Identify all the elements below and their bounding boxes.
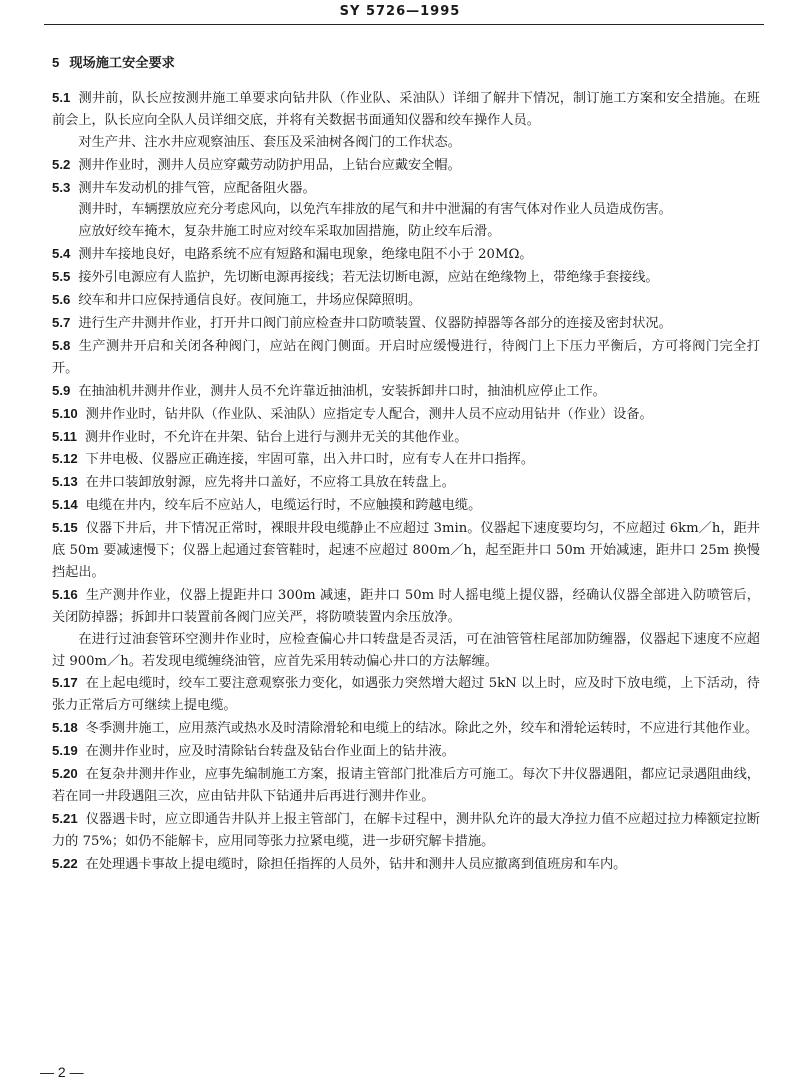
clause-number: 5.19 [52,743,78,759]
clause-text: 仪器下井后，井下情况正常时，裸眼井段电缆静止不应超过 3min。仪器起下速度要均匀，不应超过 6km／h，距井底 50m 要减速慢下；仪器上起通过套管鞋时，起速不应超过 800m／h，起至距井口 50m 开始减速，距井口 25m 换慢挡起出。 [52,521,760,580]
clause [52,448,760,471]
clause [52,471,760,494]
clause-text: 仪器遇卡时，应立即通告井队并上报主管部门，在解卡过程中，测井队允许的最大净拉力值不应超过拉力棒额定拉断力的 75%；如仍不能解卡，应用同等张力拉紧电缆，进一步研究解卡措施。 [52,811,760,849]
clause-number: 5.7 [52,314,71,330]
clause-text: 生产测井开启和关闭各种阀门，应站在阀门侧面。开启时应缓慢进行，待阀门上下压力平衡后，方可将阀门完全打开。 [52,338,760,376]
clause-number: 5.17 [52,675,78,691]
clause-number: 5.9 [52,382,71,398]
paragraph: 测井时，车辆摆放应充分考虑风向，以免汽车排放的尾气和井中泄漏的有害气体对作业人员造成伤害。 [78,202,672,218]
clause [52,266,760,289]
clause [52,494,760,517]
clause-text: 测井作业时，测井人员应穿戴劳动防护用品，上钻台应戴安全帽。 [78,157,461,173]
paragraph: 在进行过油套管环空测井作业时，应检查偏心井口转盘是否灵活，可在油管管柱尾部加防缠器，仪器起下速度不应超过 900m／h。若发现电缆缠绕油管，应首先采用转动偏心井口的方法解缠。 [52,631,760,669]
clause-number: 5.21 [52,810,78,826]
clause [52,584,760,629]
paragraph: 对生产井、注水井应观察油压、套压及采油树各阀门的工作状态。 [78,134,461,150]
clause-number: 5.4 [52,246,71,262]
clause-number: 5.20 [52,766,78,782]
clause [52,763,760,808]
section-number: 5 [52,55,60,70]
clause-text: 在复杂井测井作业，应事先编制施工方案，报请主管部门批准后方可施工。每次下井仪器遇阻，都应记录遇阻曲线，若在同一井段遇阻三次，应由钻井队下钻通井后再进行测井作业。 [52,767,760,804]
clause [52,740,760,763]
clause-number: 5.3 [52,179,71,195]
clause [52,312,760,335]
clause-text: 测井作业时，钻井队（作业队、采油队）应指定专人配合，测井人员不应动用钻井（作业）设备。 [85,406,653,422]
clause-text: 电缆在井内，绞车后不应站人，电缆运行时，不应触摸和跨越电缆。 [85,498,482,514]
clause-number: 5.8 [52,337,71,353]
clause [52,853,760,876]
clause-text: 绞车和井口应保持通信良好。夜间施工，井场应保障照明。 [78,293,422,309]
clause [52,154,760,177]
clause-text: 测井车发动机的排气管，应配备阻火器。 [78,180,316,196]
clause [52,177,760,200]
clause [52,672,760,717]
clause-number: 5.1 [52,89,71,105]
clause-text: 生产测井作业，仪器上提距井口 300m 减速，距井口 50m 时人摇电缆上提仪器，经确认仪器全部进入防喷管后，关闭防掉器；拆卸井口装置前各阀门应关严，将防喷装置内余压放净。 [52,587,760,625]
clause-text: 进行生产井测井作业，打开井口阀门前应检查井口防喷装置、仪器防掉器等各部分的连接及密封状况。 [78,315,672,331]
clause-number: 5.12 [52,451,78,467]
clause-number: 5.11 [52,428,77,444]
clause [52,403,760,426]
clause [52,87,760,132]
header-rule [44,24,764,25]
clause-text: 下井电极、仪器应正确连接，牢固可靠，出入井口时，应有专人在井口指挥。 [85,452,535,468]
section-title: 现场施工安全要求 [69,56,175,71]
clause-number: 5.16 [52,586,78,602]
clause-number: 5.5 [52,269,71,285]
clause-text: 在抽油机井测井作业，测井人员不允许靠近抽油机，安装拆卸井口时，抽油机应停止工作。 [78,383,606,399]
document-body [52,52,760,876]
clause-number: 5.6 [52,292,71,308]
clause [52,808,760,853]
clause-text: 测井作业时，不允许在井架、钻台上进行与测井无关的其他作业。 [84,429,468,445]
clause [52,380,760,403]
page-number: — 2 — [40,1064,84,1080]
clause [52,517,760,584]
clause [52,243,760,266]
clause-text: 冬季测井施工，应用蒸汽或热水及时清除滑轮和电缆上的结冰。除此之外，绞车和滑轮运转时，不应进行其他作业。 [85,721,759,737]
clause [52,426,760,449]
clause-text: 在井口装卸放射源，应先将井口盖好，不应将工具放在转盘上。 [85,475,455,491]
clause-number: 5.22 [52,855,78,871]
clause-text: 在处理遇卡事故上提电缆时，除担任指挥的人员外，钻井和测井人员应撤离到值班房和车内。 [85,856,627,872]
clause-number: 5.13 [52,474,78,490]
clause-text: 测井前，队长应按测井施工单要求向钻井队（作业队、采油队）详细了解井下情况，制订施工方案和安全措施。在班前会上，队长应向全队人员详细交底，并将有关数据书面通知仪器和绞车操作人员。 [52,90,760,128]
section-heading [52,52,760,75]
standard-code: SY 5726—1995 [339,4,461,19]
clause-text: 在上起电缆时，绞车工要注意观察张力变化，如遇张力突然增大超过 5kN 以上时，应及时下放电缆，上下活动，待张力正常后方可继续上提电缆。 [52,676,760,714]
clause-number: 5.15 [52,520,78,536]
clause [52,335,760,380]
clause [52,717,760,740]
clause-number: 5.10 [52,405,78,421]
clause-number: 5.14 [52,497,78,513]
clause-text: 接外引电源应有人监护，先切断电源再接线；若无法切断电源，应站在绝缘物上，带绝缘手套接线。 [78,270,659,286]
clause-number: 5.18 [52,720,78,736]
clause-text: 在测井作业时，应及时清除钻台转盘及钻台作业面上的钻井液。 [85,744,455,760]
clause-number: 5.2 [52,156,71,172]
clause-text: 测井车接地良好，电路系统不应有短路和漏电现象，绝缘电阻不小于 20MΩ。 [78,247,533,263]
clause [52,289,760,312]
paragraph: 应放好绞车掩木，复杂井施工时应对绞车采取加固措施，防止绞车后滑。 [78,224,501,240]
